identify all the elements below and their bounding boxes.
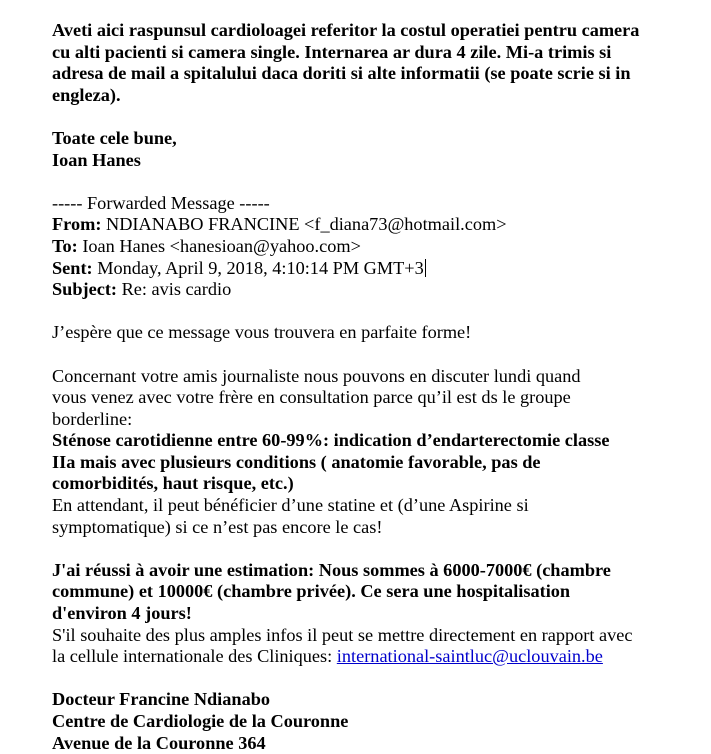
intro-line: Aveti aici raspunsul cardioloagei referitor la costul operatiei pentru camera [52,20,640,40]
body-line: En attendant, il peut bénéficier d’une statine et (d’une Aspirine si [52,495,529,516]
body-line: symptomatique) si ce n’est pas encore le cas! [52,516,383,537]
intro-line: engleza). [52,84,121,105]
medical-paragraph [52,366,702,539]
signoff [52,128,702,171]
body-line: S'il souhaite des plus amples infos il peut se mettre directement en rapport avec [52,624,633,645]
subject-value: Re: avis cardio [121,279,232,300]
sent-label: Sent: [52,257,93,278]
intro-paragraph [52,20,702,106]
signoff-name: Ioan Hanes [52,149,141,170]
body-line-bold: comorbidités, haut risque, etc.) [52,473,294,494]
sent-value: Monday, April 9, 2018, 4:10:14 PM GMT+3 [97,257,424,278]
signature-block [52,689,702,754]
intro-line: adresa de mail a spitalului daca doriti si alte informatii (se poate scrie si in [52,63,631,84]
subject-row [52,279,702,301]
estimate-paragraph [52,560,702,668]
body-line-bold: IIa mais avec plusieurs conditions ( anatomie favorable, pas de [52,451,541,472]
to-value: Ioan Hanes <hanesioan@yahoo.com> [82,235,361,256]
contact-text: la cellule internationale des Cliniques: [52,646,337,667]
subject-label: Subject: [52,279,117,300]
from-row [52,214,702,236]
body-line: vous venez avec votre frère en consultation parce qu’il est ds le groupe [52,387,571,408]
text-cursor [425,259,426,277]
signature-line: Avenue de la Couronne 364 [52,732,266,753]
to-row [52,236,702,258]
signoff-greeting: Toate cele bune, [52,127,177,148]
body-line-bold: Sténose carotidienne entre 60-99%: indication d’endarterectomie classe [52,430,610,451]
body-line-bold: commune) et 10000€ (chambre privée). Ce sera une hospitalisation [52,581,571,602]
contact-line [52,646,702,668]
body-line-bold: J'ai réussi à avoir une estimation: Nous sommes à 6000-7000€ (chambre [52,559,611,580]
body-line-bold: d'environ 4 jours! [52,603,192,624]
from-value: NDIANABO FRANCINE <f_diana73@hotmail.com> [106,214,507,235]
body-line: Concernant votre amis journaliste nous pouvons en discuter lundi quand [52,365,581,386]
email-document [52,20,702,754]
email-link[interactable]: international-saintluc@uclouvain.be [336,646,603,667]
body-line: borderline: [52,408,133,429]
to-label: To: [52,235,78,256]
forwarded-header [52,193,702,301]
signature-line: Centre de Cardiologie de la Couronne [52,711,349,731]
from-label: From: [52,214,102,235]
intro-line: cu alti pacienti si camera single. Internarea ar dura 4 zile. Mi-a trimis si [52,41,612,62]
greeting-paragraph: J’espère que ce message vous trouvera en parfaite forme! [52,322,472,343]
sent-row [52,258,702,280]
signature-line: Docteur Francine Ndianabo [52,689,271,710]
forwarded-divider: ----- Forwarded Message ----- [52,192,270,213]
